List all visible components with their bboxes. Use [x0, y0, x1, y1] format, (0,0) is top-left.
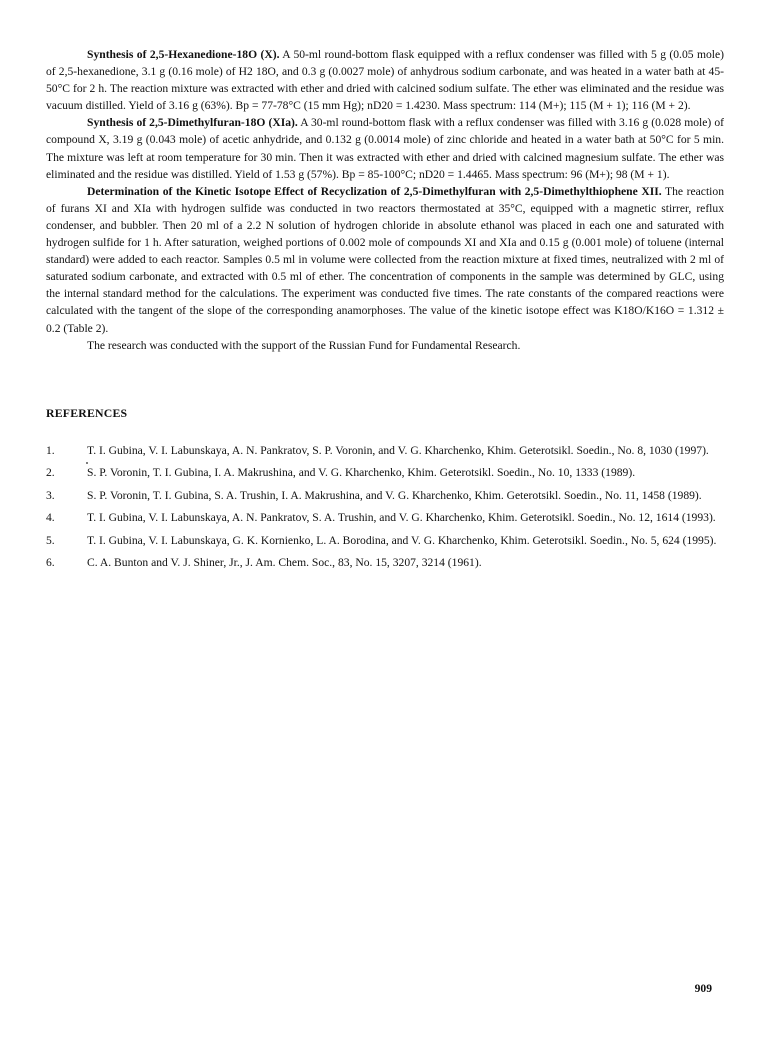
references-heading: REFERENCES [46, 405, 128, 420]
reference-item [46, 533, 724, 550]
paragraph-synthesis-dimethylfuran [46, 114, 724, 182]
reference-text: S. P. Voronin, T. I. Gubina, S. A. Trushin, I. A. Makrushina, and V. G. Kharchenko, Khim. Geterotsikl. Soedin., No. 11, 1458 (1989). [87, 488, 702, 502]
reference-item [46, 555, 724, 572]
acknowledgment: The research was conducted with the support of the Russian Fund for Fundamental Research. [87, 338, 521, 352]
reference-text: T. I. Gubina, V. I. Labunskaya, A. N. Pankratov, S. P. Voronin, and V. G. Kharchenko, Khim. Geterotsikl. Soedin., No. 8, 1030 (1997). [87, 443, 709, 457]
reference-number: 5. [46, 533, 55, 547]
reference-text: T. I. Gubina, V. I. Labunskaya, A. N. Pankratov, S. A. Trushin, and V. G. Kharchenko, Khim. Geterotsikl. Soedin., No. 12, 1614 (1993). [87, 511, 716, 525]
paragraph-title: Determination of the Kinetic Isotope Effect of Recyclization of 2,5-Dimethylfuran with 2,5-Dimethylthiophene XII. [87, 184, 662, 198]
paragraph-text: A 50-ml round-bottom flask equipped with a reflux condenser was filled with 5 g (0.05 mole) of 2,5-hexanedione, 3.1 g (0.16 mole) of H2 18O, and 0.3 g (0.0027 mole) of anhydrous sodium carbonate, and was heated in a water bath at 45-50°C for 2 h. The reaction mixture was extracted with ether and dried with calcined sodium sulfate. The ether was eliminated and the residue was vacuum distilled. Yield of 3.16 g (63%). Bp = 77-78°C (15 mm Hg); nD20 = 1.4230. Mass spectrum: 114 (M+); 115 (M + 1); 116 (M + 2). [46, 48, 724, 113]
reference-number: 4. [46, 511, 55, 525]
paragraph-text: The reaction of furans XI and XIa with hydrogen sulfide was conducted in two reactors thermostated at 35°C, equipped with a magnetic stirrer, reflux condenser, and bubbler. Then 20 ml of a 2.2 N solution of hydrogen chloride in absolute ethanol was placed in each one and saturated with hydrogen sulfide for 1 h. After saturation, weighed portions of 0.002 mole of compounds XI and XIa and 0.15 g (0.001 mole) of toluene (internal standard) were added to each reactor. Samples 0.5 ml in volume were collected from the reaction mixture at fixed times, neutralized with 2 ml of saturated sodium carbonate, and extracted with 0.5 ml of ether. The concentration of components in the sample was determined by GLC, using the internal standard method for the calculations. The experiment was conducted five times. The rate constants of the compared reactions were calculated with the tangent of the slope of the corresponding anamorphoses. The value of the kinetic isotope effect was K18O/K16O = 1.312 ± 0.2 (Table 2). [46, 184, 724, 335]
page-number: 909 [694, 982, 712, 995]
reference-text: C. A. Bunton and V. J. Shiner, Jr., J. Am. Chem. Soc., 83, No. 15, 3207, 3214 (1961). [87, 556, 482, 570]
paragraph-title: Synthesis of 2,5-Hexanedione-18O (X). [87, 48, 280, 61]
stray-dot-mark [86, 462, 88, 464]
reference-item [46, 443, 724, 460]
reference-text: S. P. Voronin, T. I. Gubina, I. A. Makrushina, and V. G. Kharchenko, Khim. Geterotsikl. Soedin., No. 10, 1333 (1989). [87, 466, 636, 480]
paragraph-text: A 30-ml round-bottom flask with a reflux condenser was filled with 3.16 g (0.028 mole) of compound X, 3.19 g (0.043 mole) of acetic anhydride, and 0.132 g (0.0014 mole) of zinc chloride and heated in a water bath at 50°C for 5 min. The mixture was left at room temperature for 30 min. Then it was extracted with ether and dried with calcined magnesium sulfate. The ether was eliminated and the residue was distilled. Yield of 1.53 g (57%). Bp = 85-100°C; nD20 = 1.4465. Mass spectrum: 96 (M+); 98 (M + 1). [46, 116, 724, 181]
reference-number: 2. [46, 466, 55, 480]
references-list [46, 443, 724, 572]
paragraph-title: Synthesis of 2,5-Dimethylfuran-18O (XIa). [87, 116, 298, 130]
reference-number: 3. [46, 488, 55, 502]
reference-text: T. I. Gubina, V. I. Labunskaya, G. K. Kornienko, L. A. Borodina, and V. G. Kharchenko, Khim. Geterotsikl. Soedin., No. 5, 624 (1995). [87, 533, 717, 547]
reference-item [46, 510, 724, 527]
reference-item [46, 465, 724, 482]
paragraph-kinetic-isotope-effect [46, 183, 724, 337]
reference-item [46, 488, 724, 505]
paragraph-synthesis-hexanedione [46, 46, 724, 114]
reference-number: 6. [46, 556, 55, 570]
reference-number: 1. [46, 443, 55, 457]
article-body [46, 46, 724, 578]
